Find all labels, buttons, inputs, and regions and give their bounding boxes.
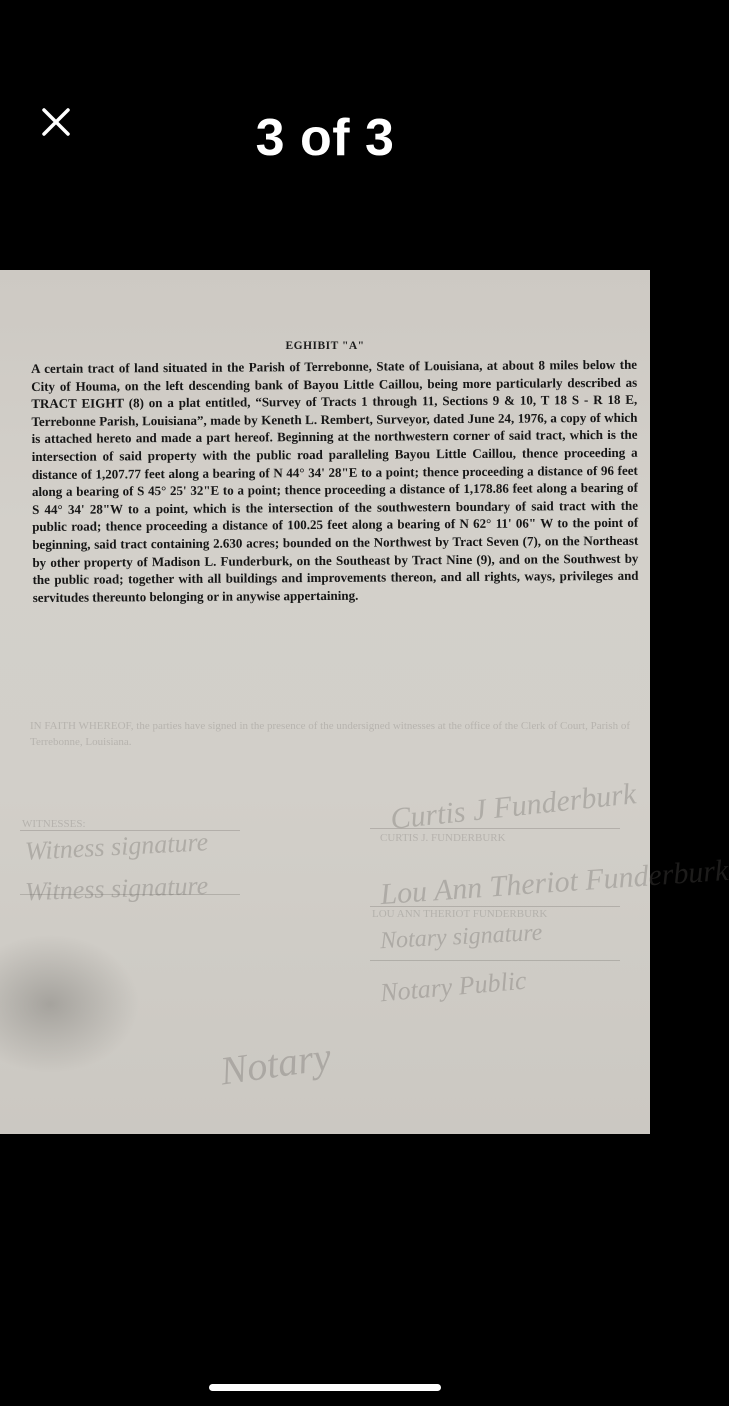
home-indicator[interactable] (209, 1384, 441, 1391)
exhibit-title: EGHIBIT "A" (285, 340, 365, 352)
faint-signature-1: Curtis J Funderburk (388, 777, 638, 836)
legal-description: A certain tract of land situated in the Parish of Terrebonne, State of Louisiana, at about 8 miles below the City of Houma, on the left descending bank of Bayou Little Caillou, being more particularly described as TRACT EIGHT (8) on a plat entitled, “Survey of Tracts 1 through 11, Sections 9 & 10, T 18 S - R 18 E, Terrebonne Parish, Louisiana”, made by Keneth L. Rembert, Surveyor, dated June 24, 1976, a copy of which is attached hereto and made a part hereof. Beginning at the northwestern corner of said tract, which is the intersection of said property with the public road paralleling Bayou Little Caillou, thence proceeding a distance of 1,207.77 feet along a bearing of N 44° 34' 28"E to a point; thence proceeding a distance of 96 feet along a bearing of S 45° 25' 32"E to a point; thence proceeding a distance of 1,178.86 feet along a bearing of S 44° 34' 28"W to a point, which is the intersection of the southwestern boundary of said tract with the public road; thence proceeding a distance of 100.25 feet along a bearing of N 62° 11' 06" W to the point of beginning, said tract containing 2.630 acres; bounded on the Northwest by Tract Seven (7), on the Northeast by other property of Madison L. Funderburk, on the Southeast by Tract Nine (9), and on the Southwest by the public road; together with all buildings and improvements thereon, and all rights, ways, privileges and servitudes thereunto belonging or in anywise appertaining. (31, 356, 639, 605)
faint-signature-4: Witness signature (24, 870, 209, 907)
page-counter: 3 of 3 (255, 109, 395, 167)
bleed-through-name-2: LOU ANN THERIOT FUNDERBURK (372, 908, 548, 920)
document-photo[interactable] (0, 270, 729, 1134)
bleed-through-name-1: CURTIS J. FUNDERBURK (380, 832, 506, 844)
faint-notary-flourish: Notary (217, 1033, 334, 1094)
faint-signature-6: Notary Public (378, 965, 528, 1008)
viewer-header (0, 0, 650, 270)
faint-signature-5: Notary signature (379, 919, 543, 955)
bleed-through-paragraph: IN FAITH WHEREOF, the parties have signed in the presence of the undersigned witnesses at the office of the Clerk of Court, Parish of Terrebonne, Louisiana. (30, 720, 630, 748)
signature-line (370, 960, 620, 961)
faint-signature-3: Lou Ann Theriot Funderburk (379, 853, 729, 912)
faint-signature-2: Witness signature (24, 827, 209, 866)
bleed-through-witnesses-label: WITNESSES: (22, 818, 86, 830)
